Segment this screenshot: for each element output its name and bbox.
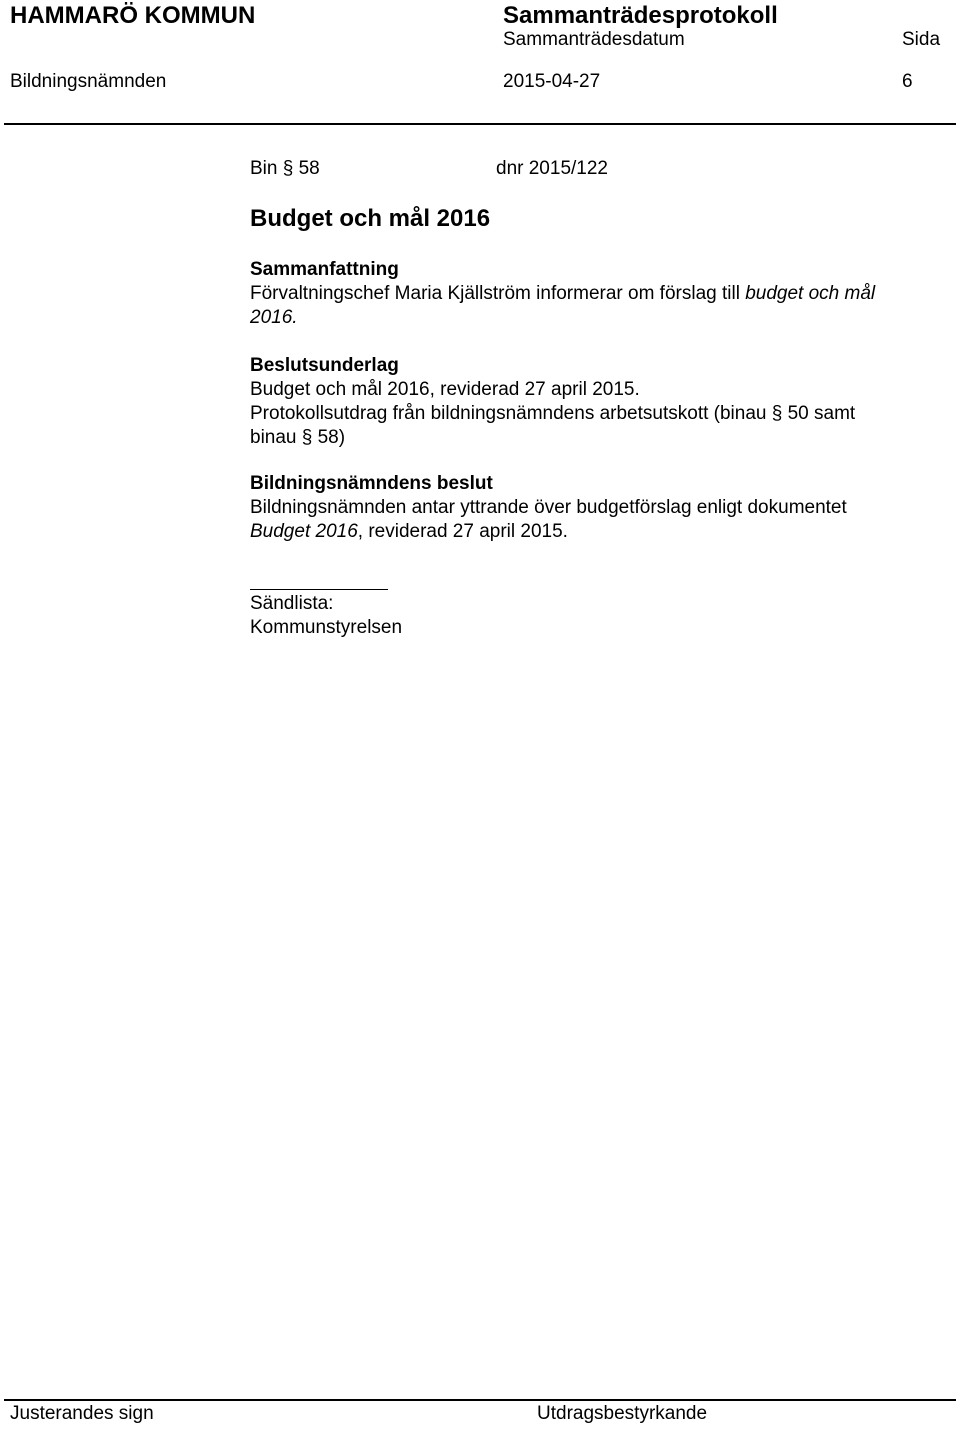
summary-text bbox=[250, 282, 900, 330]
decision-text-main: Bildningsnämnden antar yttrande över budgetförslag enligt dokumentet bbox=[250, 497, 847, 518]
item-reference-line bbox=[250, 157, 900, 181]
signature-field-label: Justerandes sign bbox=[10, 1403, 154, 1424]
decision-heading: Bildningsnämndens beslut bbox=[250, 473, 493, 494]
summary-text-main: Förvaltningschef Maria Kjällström informerar om förslag till bbox=[250, 283, 746, 304]
summary-text-italic: budget och mål 2016. bbox=[250, 283, 876, 328]
distribution-divider bbox=[250, 589, 388, 590]
basis-line-1: Budget och mål 2016, reviderad 27 april 2015. bbox=[250, 379, 640, 400]
decision-text-suffix: , reviderad 27 april 2015. bbox=[357, 521, 568, 542]
date-label: Sammanträdesdatum bbox=[503, 29, 685, 50]
distribution-label: Sändlista: bbox=[250, 593, 334, 614]
summary-section bbox=[250, 258, 900, 330]
distribution-recipient: Kommunstyrelsen bbox=[250, 617, 403, 638]
basis-line-2: Protokollsutdrag från bildningsnämndens arbetsutskott (binau § 50 samt binau § 58) bbox=[250, 403, 856, 448]
decision-document-title: Budget 2016 bbox=[250, 521, 358, 542]
header-divider bbox=[4, 123, 956, 125]
basis-section bbox=[250, 354, 900, 450]
footer-divider bbox=[4, 1399, 956, 1401]
section-number: Bin § 58 bbox=[250, 158, 320, 179]
organization-name: HAMMARÖ KOMMUN bbox=[10, 2, 256, 29]
board-name: Bildningsnämnden bbox=[10, 71, 167, 92]
page-label: Sida bbox=[902, 29, 941, 50]
distribution-section bbox=[250, 592, 900, 640]
certification-field-label: Utdragsbestyrkande bbox=[537, 1403, 708, 1424]
item-title: Budget och mål 2016 bbox=[250, 205, 491, 232]
decision-section bbox=[250, 472, 900, 544]
basis-heading: Beslutsunderlag bbox=[250, 355, 399, 376]
summary-heading: Sammanfattning bbox=[250, 259, 399, 280]
decision-text bbox=[250, 496, 900, 544]
page-number: 6 bbox=[902, 71, 913, 92]
document-type: Sammanträdesprotokoll bbox=[503, 2, 778, 29]
diary-number: dnr 2015/122 bbox=[496, 158, 608, 179]
meeting-date: 2015-04-27 bbox=[503, 71, 601, 92]
